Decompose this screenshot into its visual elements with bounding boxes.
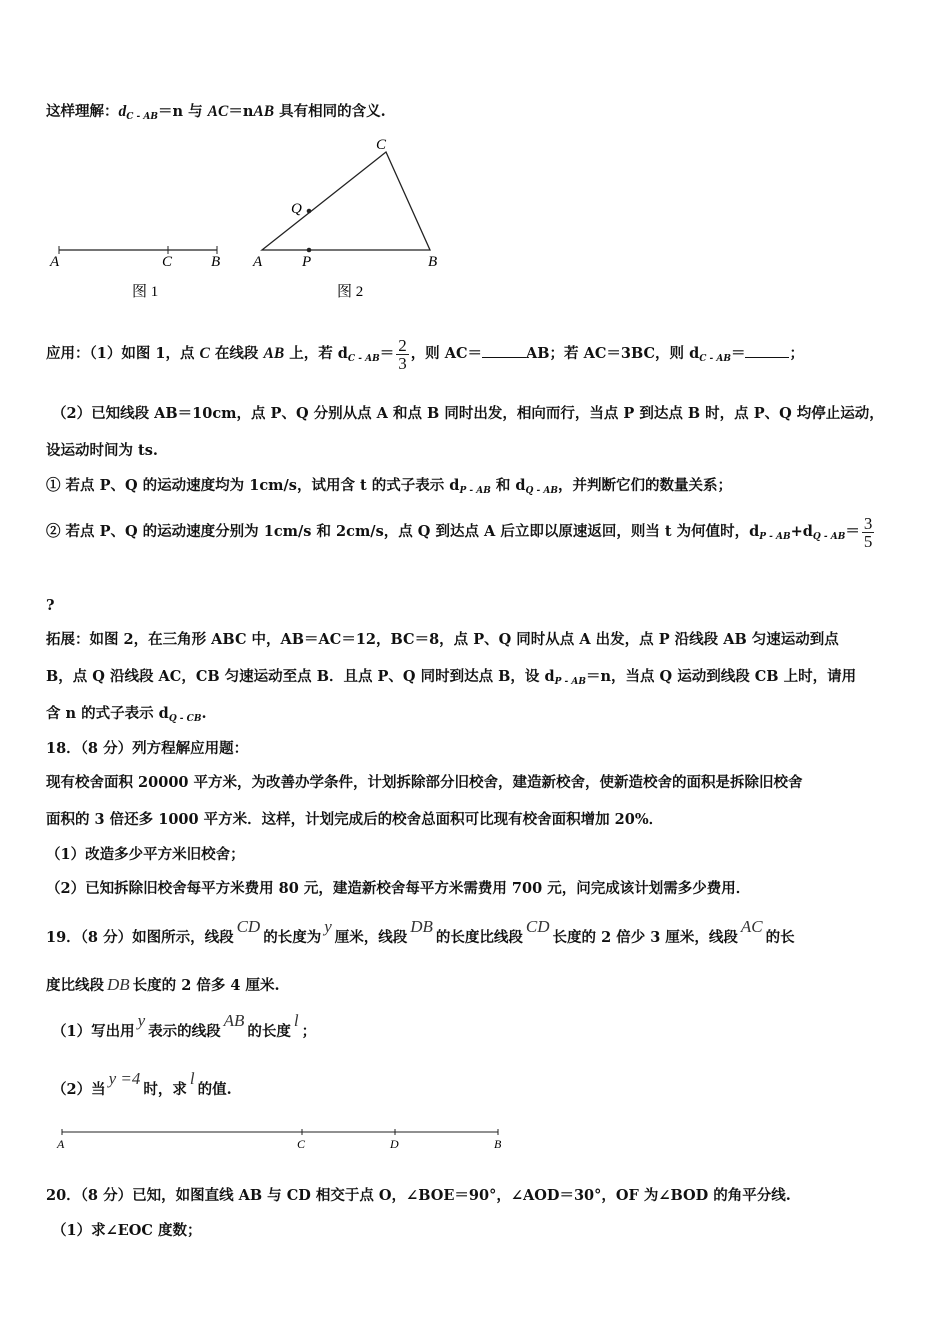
answer-blank[interactable] <box>745 343 789 358</box>
fig3-label-a: A <box>57 1137 65 1151</box>
fig2-label-c: C <box>376 137 387 153</box>
fig3-label-b: B <box>494 1137 502 1151</box>
point-q <box>307 209 312 214</box>
point-p <box>307 248 312 253</box>
q18-sub-2: （2）已知拆除旧校舍每平方米费用 80 元，建造新校舍每平方米需费用 700 元，问完成该计划需多少费用． <box>46 880 751 897</box>
q20-sub-1: （1）求∠EOC 度数； <box>52 1222 202 1239</box>
answer-blank[interactable] <box>482 343 526 358</box>
q19-sub-1: （1）写出用y表示的线段AB的长度l； <box>52 1011 317 1040</box>
q19-sub-2: （2）当y =4时，求l的值. <box>52 1069 232 1098</box>
intro-line: 这样理解：$d_{C - AB}=n$ 与 AC＝nAB 具有相同的含义. <box>46 103 386 122</box>
q18-title: 18．（8 分）列方程解应用题： <box>46 740 249 757</box>
triangle-abc <box>262 152 430 250</box>
apply-line: 应用：（1）如图 1，点 C 在线段 AB 上，若 $d_{C - AB}=$ $\frac{2}{3}$ ，则 AC＝ AB；若 AC＝3BC，则 $d_{C - AB}=$ ； <box>46 335 804 373</box>
q18-sub-1: （1）改造多少平方米旧校舍； <box>46 846 245 863</box>
fig3-label-c: C <box>297 1137 306 1151</box>
question-mark: ? <box>46 597 55 614</box>
fig1-label-b: B <box>211 254 221 270</box>
fig1-label-a: A <box>50 254 60 270</box>
expand-line-1: 拓展：如图 2，在三角形 ABC 中，AB＝AC＝12，BC＝8，点 P、Q 同时从点 A 出发，点 P 沿线段 AB 匀速运动到点 <box>46 631 839 648</box>
fig2-label-q: Q <box>291 201 302 217</box>
expand-line-2: B，点 Q 沿线段 AC，CB 匀速运动至点 B．且点 P、Q 同时到达点 B，设 $d_{P - AB}=n$，当点 Q 运动到线段 CB 上时，请用 <box>46 668 857 687</box>
q18-body-1: 现有校舍面积 20000 平方米，为改善办学条件，计划拆除部分旧校舍，建造新校舍，使新造校舍的面积是拆除旧校舍 <box>46 774 803 791</box>
figure-2 <box>252 137 437 300</box>
figure-3 <box>0 1120 520 1160</box>
figure-1-2 <box>0 130 470 310</box>
q18-body-2: 面积的 3 倍还多 1000 平方米．这样，计划完成后的校舍总面积可比现有校舍面积增加 20%． <box>46 811 664 828</box>
q19-line-1: 19．（8 分）如图所示，线段CD的长度为y厘米，线段DB的长度比线段CD长度的 2 倍少 3 厘米，线段AC的长 <box>46 917 795 946</box>
fig2-label-p: P <box>302 254 312 270</box>
q2a-line: ① 若点 P、Q 的运动速度均为 1cm/s，试用含 t 的式子表示 $d_{P - AB}$ 和 $d_{Q - AB}$，并判断它们的数量关系； <box>46 477 732 496</box>
q20-title: 20．（8 分）已知，如图直线 AB 与 CD 相交于点 O，∠BOE＝90°，∠AOD＝30°，OF 为∠BOD 的角平分线. <box>46 1187 791 1204</box>
fig1-label-c: C <box>162 254 173 270</box>
figure-1 <box>49 246 220 300</box>
fig3-label-d: D <box>390 1137 399 1151</box>
q2-line-1: （2）已知线段 AB＝10cm，点 P、Q 分别从点 A 和点 B 同时出发，相向而行，当点 P 到达点 B 时，点 P、Q 均停止运动， <box>52 405 884 422</box>
q2-line-2: 设运动时间为 ts. <box>46 442 158 459</box>
fraction-three-fifths: $\frac{3}{5}$ <box>863 513 873 551</box>
fig2-label-a: A <box>253 254 263 270</box>
q2b-line: ② 若点 P、Q 的运动速度分别为 1cm/s 和 2cm/s，点 Q 到达点 A 后立即以原速返回，则当 t 为何值时，$d_{P - AB}+d_{Q - AB}=$ $\frac{3}{5}$ <box>46 513 873 551</box>
fig2-caption: 图 2 <box>337 284 364 300</box>
expand-line-3: 含 n 的式子表示 $d_{Q - CB}$. <box>46 705 207 724</box>
fig2-label-b: B <box>428 254 438 270</box>
fig1-caption: 图 1 <box>132 284 159 300</box>
q19-line-2: 度比线段 DB 长度的 2 倍多 4 厘米. <box>46 975 280 994</box>
fraction-two-thirds: $\frac{2}{3}$ <box>398 335 407 373</box>
